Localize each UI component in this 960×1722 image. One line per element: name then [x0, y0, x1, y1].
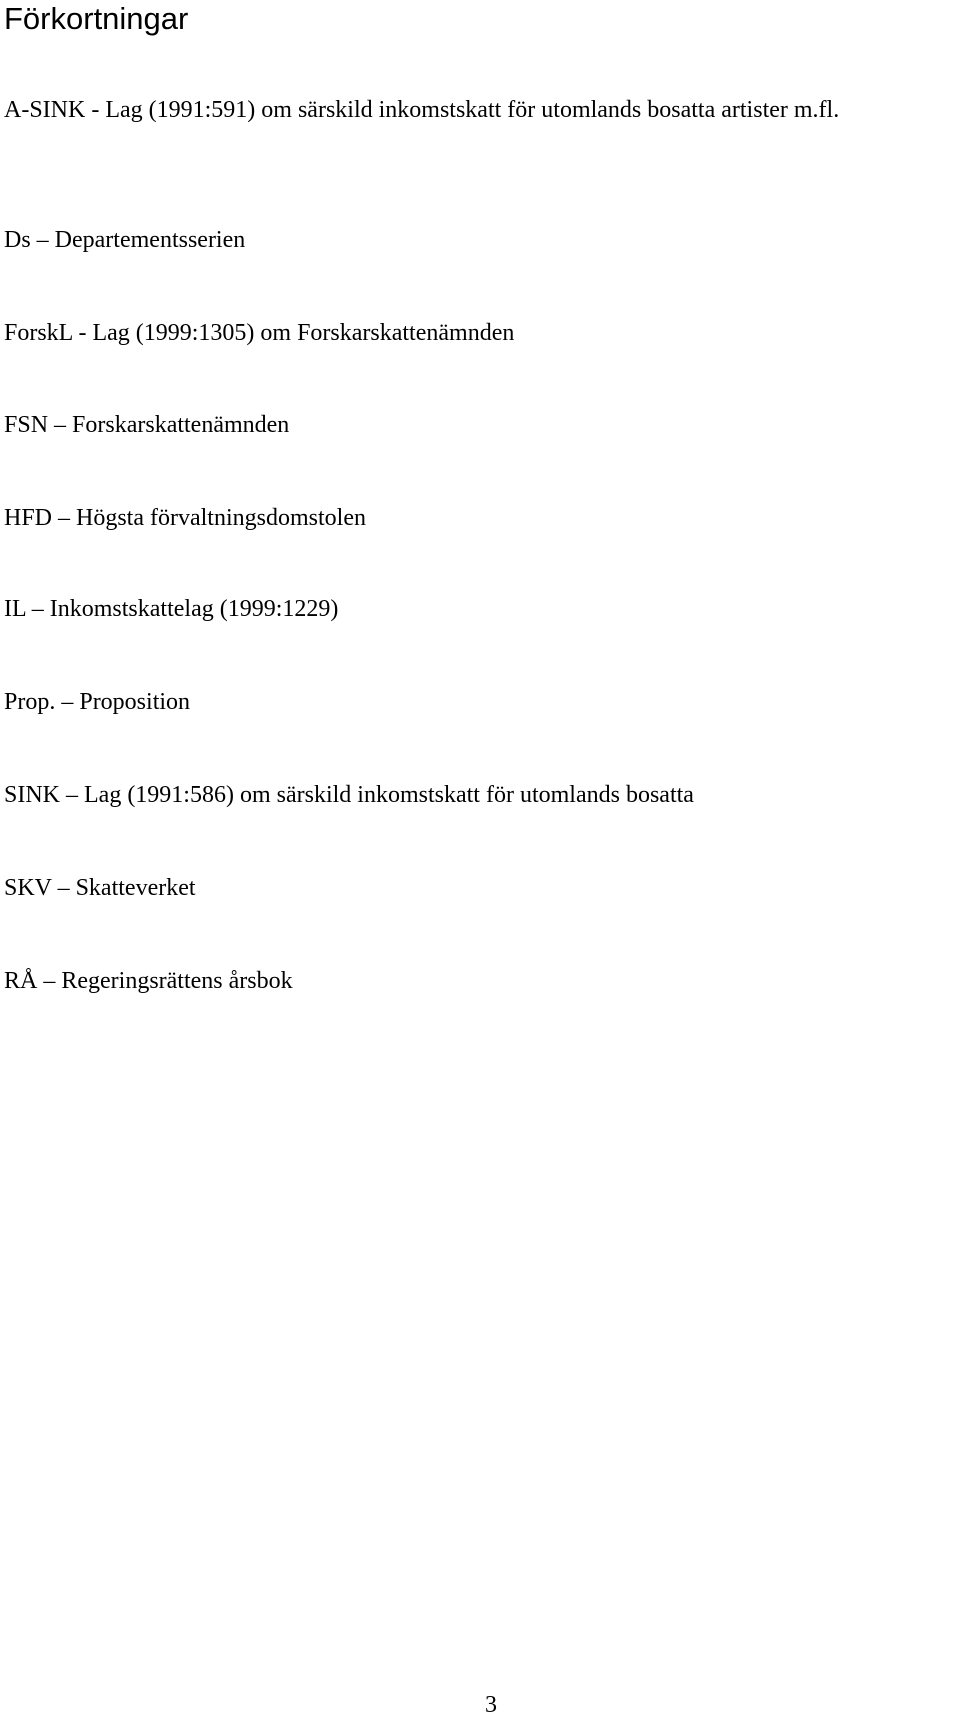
- abbreviation-entry-a-sink: A-SINK - Lag (1991:591) om särskild inkomstskatt för utomlands bosatta artister m.fl.: [4, 97, 840, 123]
- abbreviation-entry-hfd: HFD – Högsta förvaltningsdomstolen: [4, 505, 366, 531]
- abbreviation-entry-il: IL – Inkomstskattelag (1999:1229): [4, 596, 339, 622]
- page-number: 3: [485, 1692, 497, 1718]
- abbreviation-entry-forskl: ForskL - Lag (1999:1305) om Forskarskattenämnden: [4, 320, 515, 346]
- abbreviation-entry-sink: SINK – Lag (1991:586) om särskild inkomstskatt för utomlands bosatta: [4, 782, 694, 808]
- page-heading: Förkortningar: [4, 1, 189, 36]
- abbreviation-entry-ra: RÅ – Regeringsrättens årsbok: [4, 968, 293, 994]
- abbreviation-entry-fsn: FSN – Forskarskattenämnden: [4, 412, 290, 438]
- abbreviation-entry-ds: Ds – Departementsserien: [4, 227, 246, 253]
- abbreviation-entry-skv: SKV – Skatteverket: [4, 875, 196, 901]
- abbreviation-entry-prop: Prop. – Proposition: [4, 689, 191, 715]
